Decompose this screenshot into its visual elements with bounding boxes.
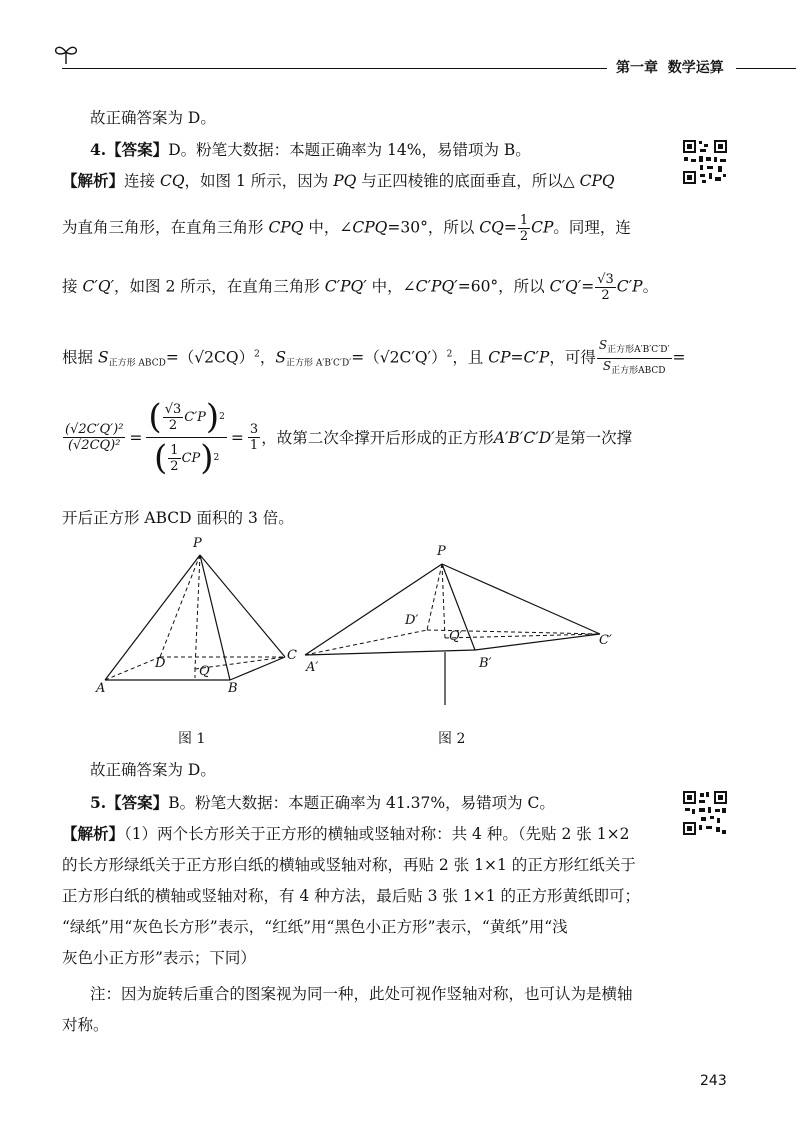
vertex-label: A′ <box>306 660 319 675</box>
qr-code-icon <box>682 790 728 836</box>
vertex-label: Q <box>199 664 210 679</box>
pyramid-figure-1 <box>90 530 310 710</box>
vertex-label: B′ <box>479 656 492 671</box>
vertex-label: P <box>437 544 446 559</box>
paragraph: 开后正方形 ABCD 面积的 3 倍。 <box>62 509 294 527</box>
analysis-line: 【解析】连接 CQ，如图 1 所示，因为 PQ 与正四棱锥的底面垂直，所以△ CPQ <box>62 171 615 190</box>
header-chapter: 第一章 数学运算 <box>616 60 724 76</box>
vertex-label: B <box>228 681 238 696</box>
analysis-line: 【解析】（1）两个长方形关于正方形的横轴或竖轴对称：共 4 种。（先贴 2 张 1×2 <box>62 824 630 843</box>
vertex-label: C <box>287 648 297 663</box>
analysis-line: “绿纸”用“灰色长方形”表示，“红纸”用“黑色小正方形”表示，“黄纸”用“浅 <box>62 918 568 936</box>
header-rule-left <box>62 68 607 69</box>
analysis-line: 接 C′Q′，如图 2 所示，在直角三角形 C′PQ′ 中，∠C′PQ′=60°，所以 C′Q′= $\frac{√3}{2}$ C′P。 <box>62 272 659 303</box>
note-line: 注：因为旋转后重合的图案视为同一种，此处可视作竖轴对称，也可认为是横轴 <box>90 985 633 1003</box>
paragraph: 故正确答案为 D。 <box>90 109 216 127</box>
figure-caption: 图 2 <box>438 731 466 747</box>
vertex-label: D′ <box>405 613 419 628</box>
analysis-line: 正方形白纸的横轴或竖轴对称，有 4 种方法，最后贴 3 张 1×1 的正方形黄纸即可； <box>62 887 640 905</box>
sprout-icon <box>52 40 80 66</box>
analysis-line: 的长方形绿纸关于正方形白纸的横轴或竖轴对称，再贴 2 张 1×1 的正方形红纸关于 <box>62 856 636 874</box>
vertex-label: Q′ <box>449 629 463 644</box>
header-rule-right <box>736 68 796 69</box>
pyramid-figure-2 <box>300 550 630 710</box>
paragraph: 故正确答案为 D。 <box>90 761 216 779</box>
vertex-label: C′ <box>599 633 612 648</box>
analysis-line: 根据 $S_{正方形 ABCD}=(√2CQ)^2$，$S_{正方形 A'B'C'D'}=(√2C'Q')^2$，且 CP=C′P，可得 $\frac{S_{正方形A'B'C'D'}}{S_{正方形ABCD}}$ = <box>62 338 686 376</box>
answer-line: 5.【答案】B。粉笔大数据：本题正确率为 41.37%，易错项为 C。 <box>90 793 555 812</box>
vertex-label: A <box>96 681 106 696</box>
note-line: 对称。 <box>62 1016 109 1034</box>
figure-caption: 图 1 <box>178 731 206 747</box>
equation-line: $\frac{\text{(√2C′Q′)²}}{\text{(√2CQ)²}}$ = ( $\frac{√3}{2}$ C′P ) 2 ( $\frac{1}{2}$ CP ) 2 = $\frac{3}{1}$ ，故第二次伞撑开后形成的正方形 A′B′C′D′ 是第一次撑 <box>65 397 633 478</box>
qr-code-icon <box>682 139 728 185</box>
vertex-label: D <box>155 656 166 671</box>
answer-line: 4.【答案】D。粉笔大数据：本题正确率为 14%，易错项为 B。 <box>90 140 531 159</box>
analysis-line: 为直角三角形，在直角三角形 CPQ 中，∠CPQ=30°，所以 CQ= $\frac{1}{2}$ CP。同理，连 <box>62 213 631 244</box>
vertex-label: P <box>193 536 202 551</box>
analysis-line: 灰色小正方形”表示；下同） <box>62 949 256 967</box>
page-number: 243 <box>700 1073 727 1089</box>
